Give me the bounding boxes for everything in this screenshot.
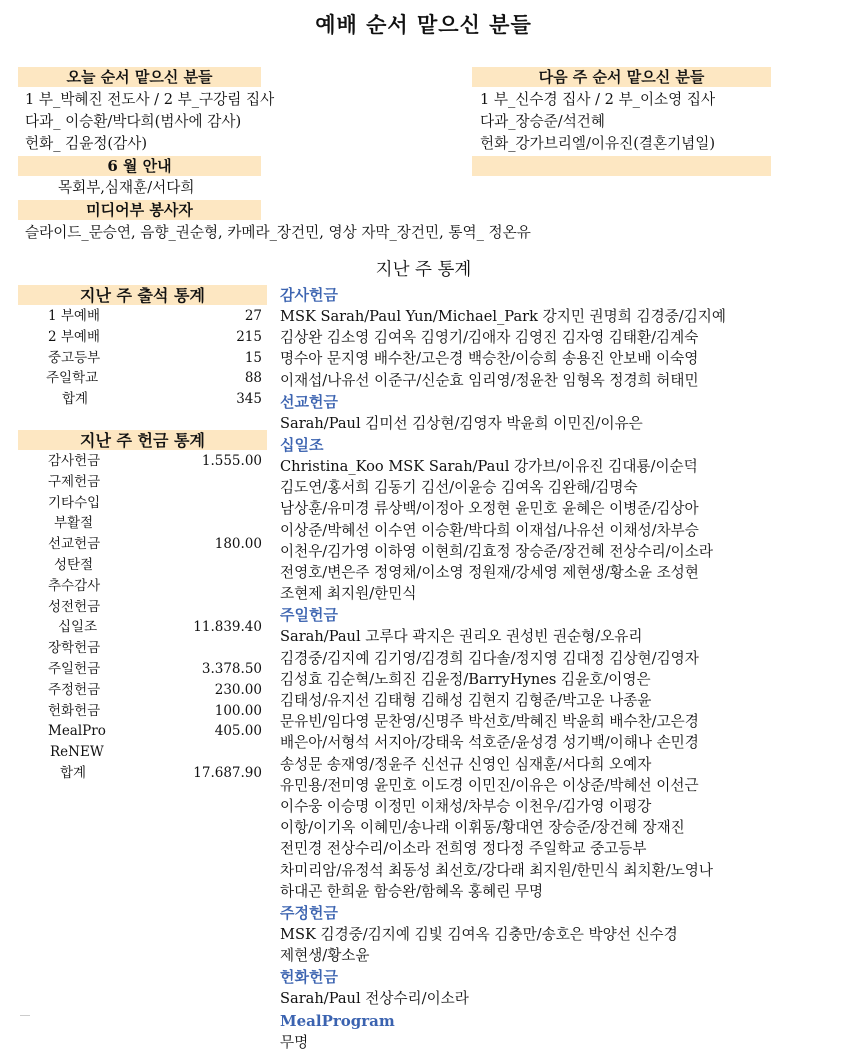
donor-line: 배은아/서형석 서지아/강태욱 석호준/윤성경 성기백/이해나 손민경 [280, 734, 699, 752]
tithe-names [280, 456, 840, 604]
next-week-header: 다음 주 순서 맡으신 분들 [472, 67, 771, 87]
attendance-value: 215 [236, 328, 262, 345]
sunday-section-title: 주일헌금 [280, 606, 338, 625]
donor-line: 이천우/김가영 이하영 이현희/김효정 장승준/장건혜 전상수리/이소라 [280, 542, 713, 560]
offering-label: 주일헌금 [48, 661, 101, 677]
donor-line: 전영호/변은주 정영채/이소영 정원재/강세영 제현생/황소윤 조성현 [280, 564, 699, 582]
june-line: 목회부,심재훈/서다희 [58, 179, 195, 196]
offering-label: 장학헌금 [48, 640, 101, 657]
donor-line: 김상완 김소영 김여옥 김영기/김애자 김영진 김자영 김태환/김계숙 [280, 329, 699, 347]
attendance-value: 27 [244, 308, 262, 324]
offering-header: 지난 주 헌금 통계 [18, 430, 267, 450]
donor-line: 김도연/홍서희 김동기 김선/이윤승 김여옥 김완해/김명숙 [280, 479, 638, 497]
flower-section-title: 헌화헌금 [280, 968, 338, 987]
mission-names [280, 413, 840, 434]
meal-section-title: MealProgram [280, 1011, 395, 1030]
offering-value: 100.00 [214, 702, 262, 719]
donor-line: 이항/이기옥 이혜민/송나래 이휘동/황대연 장승준/장건혜 장재진 [280, 819, 685, 837]
offering-value: 180.00 [214, 536, 262, 553]
donor-line: 이상준/박혜선 이수연 이승환/박다희 이재섭/나유선 이채성/차부승 [280, 521, 699, 539]
donor-line: 이재섭/나유선 이준구/신순효 임리영/정윤찬 임형옥 정경희 허태민 [280, 371, 699, 389]
tithe-section-title: 십일조 [280, 436, 324, 455]
donor-line: 유민용/전미영 윤민호 이도경 이민진/이유은 이상준/박혜선 이선근 [280, 776, 699, 794]
donor-line: 남상훈/유미경 류상백/이정아 오정현 윤민호 윤혜은 이병준/김상아 [280, 500, 699, 518]
weekly-names [280, 924, 840, 966]
offering-label: 성탄절 [54, 557, 94, 573]
sunday-names [280, 626, 840, 902]
next-week-line-1: 1 부_신수경 집사 / 2 부_이소영 집사 [480, 91, 716, 108]
donor-line: 이수웅 이승명 이정민 이채성/차부승 이천우/김가영 이평강 [280, 798, 652, 816]
donor-line: 하대곤 한희윤 함승완/함혜옥 홍혜린 무명 [280, 882, 544, 900]
donor-line: 김태성/유지선 김태형 김해성 김현지 김형준/박고운 나종윤 [280, 692, 652, 710]
donor-line: Sarah/Paul 김미선 김상현/김영자 박윤희 이민진/이유은 [280, 414, 643, 432]
offering-value: 3.378.50 [201, 661, 262, 677]
attendance-value: 345 [236, 391, 262, 408]
attendance-label: 중고등부 [48, 349, 101, 366]
attendance-label: 합계 [62, 391, 89, 408]
attendance-label: 주일학교 [46, 370, 99, 387]
offering-label: 헌화헌금 [48, 702, 101, 719]
next-week-line-3: 헌화_강가브리엘/이유진(결혼기념일) [480, 135, 716, 152]
footer-mark [20, 1015, 30, 1016]
offering-label: 추수감사 [48, 577, 101, 594]
page-title: 예배 순서 맡으신 분들 [315, 12, 532, 37]
thanks-section-title: 감사헌금 [280, 286, 338, 304]
offering-value: 405.00 [214, 723, 262, 740]
offering-label: 선교헌금 [48, 536, 101, 553]
offering-label: 십일조 [58, 619, 98, 636]
donor-line: MSK Sarah/Paul Yun/Michael_Park 강지민 권명희 김경중/김지예 [280, 308, 726, 325]
donor-line: 전민경 전상수리/이소라 전희영 정다정 주일학교 중고등부 [280, 840, 647, 858]
offering-label: 성전헌금 [48, 598, 101, 615]
today-line-3: 헌화_ 김윤정(감사) [25, 135, 148, 152]
offering-value: 17.687.90 [193, 765, 262, 781]
offering-label: 합계 [60, 765, 87, 781]
offering-value: 11.839.40 [193, 619, 262, 636]
media-header: 미디어부 봉사자 [18, 200, 261, 220]
offering-label: 기타수입 [48, 494, 101, 511]
thanks-names [280, 306, 840, 391]
attendance-label: 1 부예배 [48, 308, 101, 324]
offering-label: 구제헌금 [48, 473, 101, 490]
stats-title: 지난 주 통계 [375, 260, 472, 280]
attendance-value: 15 [244, 349, 262, 366]
donor-line: 조현제 최지원/한민식 [280, 585, 417, 603]
offering-value: 1.555.00 [201, 453, 262, 469]
donor-list [280, 284, 840, 1053]
offering-value: 230.00 [214, 681, 262, 698]
media-line: 슬라이드_문승연, 음향_권순형, 카메라_장건민, 영상 자막_장건민, 통역_ 정온유 [25, 224, 531, 241]
attendance-header: 지난 주 출석 통계 [18, 285, 267, 305]
meal-names [280, 1032, 840, 1053]
donor-line: 무명 [280, 1033, 309, 1051]
offering-label: 주정헌금 [48, 681, 101, 698]
donor-line: 김성효 김순혁/노희진 김윤정/BarryHynes 김윤호/이영은 [280, 670, 651, 688]
donor-line: Christina_Koo MSK Sarah/Paul 강가브/이유진 김대룡/이순덕 [280, 458, 698, 476]
donor-line: Sarah/Paul 전상수리/이소라 [280, 990, 469, 1008]
today-line-2: 다과_ 이승환/박다희(범사에 감사) [25, 113, 242, 130]
donor-line: 명수아 문지영 배수찬/고은경 백승찬/이승희 송용진 안보배 이숙영 [280, 350, 699, 368]
attendance-value: 88 [244, 370, 262, 387]
donor-line: 김경중/김지예 김기영/김경희 김다솔/정지영 김대정 김상현/김영자 [280, 649, 699, 667]
donor-line: 제현생/황소윤 [280, 947, 370, 965]
next-week-blank-band [472, 156, 771, 176]
offering-label: 부활절 [54, 515, 94, 532]
today-line-1: 1 부_박혜진 전도사 / 2 부_구강림 집사 [25, 91, 275, 108]
offering-label: 감사헌금 [48, 453, 101, 469]
offering-label: MealPro [48, 723, 106, 740]
donor-line: 송성문 송재영/정윤주 신선규 신영인 심재훈/서다희 오예자 [280, 755, 652, 773]
weekly-section-title: 주정헌금 [280, 904, 338, 923]
offering-label: ReNEW [50, 744, 104, 761]
today-header: 오늘 순서 맡으신 분들 [18, 67, 261, 87]
june-header: 6 월 안내 [18, 156, 261, 176]
donor-line: Sarah/Paul 고루다 곽지은 권리오 권성빈 권순형/오유리 [280, 628, 643, 646]
mission-section-title: 선교헌금 [280, 392, 338, 411]
flower-names [280, 988, 840, 1009]
donor-line: 문유빈/임다영 문찬영/신명주 박선호/박혜진 박윤희 배수찬/고은경 [280, 713, 699, 731]
donor-line: 차미리암/유정석 최동성 최선호/강다래 최지원/한민식 최치환/노영나 [280, 861, 713, 879]
donor-line: MSK 김경중/김지예 김빛 김여옥 김충만/송호은 박양선 신수경 [280, 926, 678, 944]
attendance-label: 2 부예배 [48, 328, 101, 345]
next-week-line-2: 다과_장승준/석건혜 [480, 113, 605, 130]
